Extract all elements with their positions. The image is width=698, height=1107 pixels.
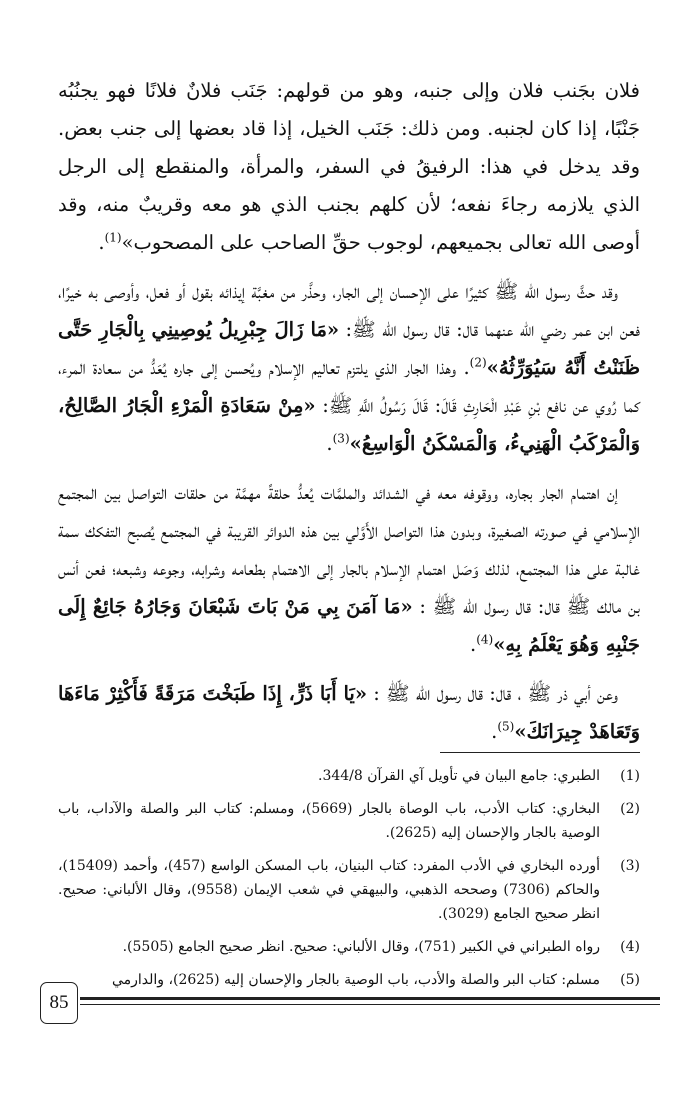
footnote-number: (5) xyxy=(620,972,640,988)
hadith-ma-amana-bi: «مَا آمَنَ بِي مَنْ بَاتَ شَبْعَانَ وَجَارُهُ جَائِعٌ إِلَى جَنْبِهِ وَهُوَ يَعْلَمُ بِهِ» xyxy=(58,595,640,656)
footnote-ref-5[interactable]: (5) xyxy=(497,719,515,734)
hadith-jibril: «مَا زَالَ جِبْرِيلُ يُوصِينِي بِالْجَارِ حَتَّى ظَنَنْتُ أَنَّهُ سَيُوَرِّثُهُ» xyxy=(58,318,640,379)
paragraph-2 xyxy=(58,273,640,463)
paragraph-3-end: . xyxy=(470,633,477,656)
footnote-text: الطبري: جامع البيان في تأويل آي القرآن 344/8. xyxy=(317,768,600,784)
footnote-item-2 xyxy=(58,797,640,845)
footnote-item-5 xyxy=(58,968,640,992)
paragraph-1 xyxy=(58,72,640,262)
paragraph-2-text-b: . وهذا الجار الذي يلتزم تعاليم الإسلام ويُحسن إلى جاره يُعَدُّ من سعادة المرء، كما رُوي عن نافع بْنِ عَبْدِ الْحَارِثِ قَالَ: قَالَ رَسُولُ اللَّهِ ﷺ: xyxy=(58,356,640,417)
paragraph-3 xyxy=(58,474,640,664)
paragraph-4 xyxy=(58,675,640,751)
footnote-number: (2) xyxy=(620,801,640,817)
footnote-ref-3[interactable]: (3) xyxy=(332,431,350,446)
paragraph-2-end: . xyxy=(326,432,333,455)
footnote-ref-2[interactable]: (2) xyxy=(469,355,487,370)
hadith-saadat-almar: «مِنْ سَعَادَةِ الْمَرْءِ الْجَارُ الصَّالِحُ، وَالْمَرْكَبُ الْهَنِيءُ، وَالْمَسْكَنُ الْوَاسِعُ» xyxy=(58,394,640,455)
footnote-text: البخاري: كتاب الأدب، باب الوصاة بالجار (5669)، ومسلم: كتاب البر والصلة والآداب، باب الوصية بالجار والإحسان إليه (2625). xyxy=(58,801,600,841)
paragraph-4-end: . xyxy=(491,720,498,743)
paragraph-1-text: فلان بجَنب فلان وإلى جنبه، وهو من قولهم: جَنَب فلانٌ فلانًا فهو يجنُبُه جَنْبًا، إذا كان لجنبه. ومن ذلك: جَنَب الخيل، إذا قاد بعضها إلى جنب بعض. وقد يدخل في هذا: الرفيقُ في السفر، والمرأة، والمنقطع إلى الرجل الذي يلازمه رجاءَ نفعه؛ لأن كلهم بجنب الذي هو معه وقريبٌ منه، وقد أوصى الله تعالى بجميعهم، لوجوب حقِّ الصاحب على المصحوب» xyxy=(58,79,640,254)
paragraph-4-text: وعن أبي ذر ﷺ ، قال: قال رسول الله ﷺ : xyxy=(367,682,618,705)
page-number: 85 xyxy=(40,982,78,1024)
paragraph-3-text: إن اهتمام الجار بجاره، ووقوفه معه في الشدائد والملمَّات يُعدُّ حلقةً مهمَّة من حلقات التواصل بين المجتمع الإسلامي في صورته الصغيرة، وبدون هذا التواصل الأَوَّلي بين هذه الدوائر القريبة في المجتمع يُصبح التفكك سمة غالبة على هذا المجتمع، لذلك وَصَل اهتمام الإسلام بالجار إلى الاهتمام بطعامه وشرابه، وجوعه وشبعه؛ فعن أنس بن مالك ﷺ قال: قال رسول الله ﷺ : xyxy=(58,481,640,618)
paragraph-1-end: . xyxy=(98,231,105,254)
footnote-text: مسلم: كتاب البر والصلة والأدب، باب الوصية بالجار والإحسان إليه (2625)، والدارمي xyxy=(111,972,600,988)
footnote-separator xyxy=(440,752,640,753)
page-body xyxy=(58,72,640,762)
footnote-text: أورده البخاري في الأدب المفرد: كتاب البنيان، باب المسكن الواسع (457)، وأحمد (15409)، والحاكم (7306) وصححه الذهبي، والبيهقي في شعب الإيمان (9558)، وقال الألباني: صحيح. انظر صحيح الجامع (3029). xyxy=(58,858,600,922)
footnote-ref-4[interactable]: (4) xyxy=(476,632,494,647)
page-footer-rule-thick xyxy=(80,997,660,1000)
paragraph-2-text-a: وقد حثَّ رسول الله ﷺ كثيرًا على الإحسان إلى الجار، وحذَّر من مغبَّة إيذائه بقول أو فعل، وأوصى به خيرًا، فعن ابن عمر رضي الله عنهما قال: قال رسول الله ﷺ: xyxy=(58,280,640,341)
footnotes xyxy=(58,764,640,1001)
footnote-item-3 xyxy=(58,854,640,926)
footnote-number: (3) xyxy=(620,858,640,874)
footnote-number: (4) xyxy=(620,939,640,955)
hadith-ya-aba-dharr: «يَا أَبَا ذَرٍّ، إِذَا طَبَخْتَ مَرَقَةً فَأَكْثِرْ مَاءَهَا وَتَعَاهَدْ جِيرَانَكَ» xyxy=(58,682,640,743)
footnote-ref-1[interactable]: (1) xyxy=(104,230,122,245)
page-footer-rule-thin xyxy=(80,1004,660,1005)
footnote-item-4 xyxy=(58,935,640,959)
footnote-number: (1) xyxy=(620,768,640,784)
footnote-text: رواه الطبراني في الكبير (751)، وقال الألباني: صحيح. انظر صحيح الجامع (5505). xyxy=(122,939,600,955)
footnote-item-1 xyxy=(58,764,640,788)
